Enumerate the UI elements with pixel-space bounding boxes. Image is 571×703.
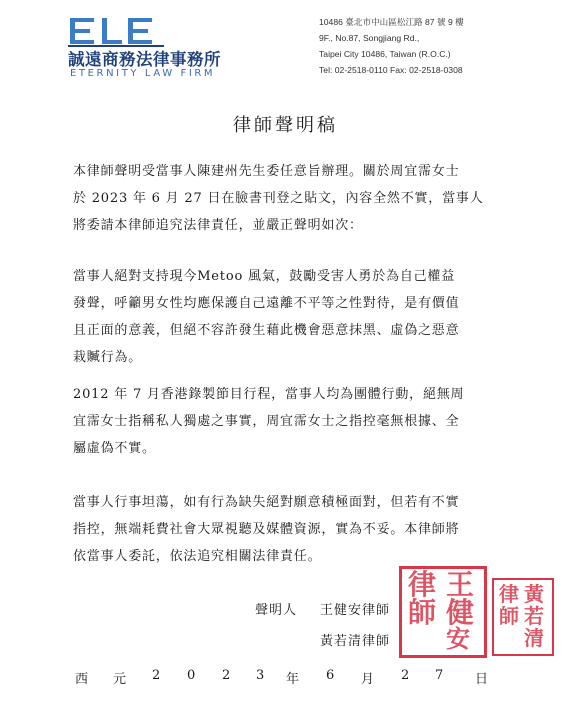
- seal-glyph: 黃: [524, 582, 544, 606]
- seal-glyph: 師: [408, 596, 437, 629]
- signatory-name: 王健安律師: [320, 603, 391, 618]
- paragraph-line: 宜霈女士指稱私人獨處之事實，周宜霈女士之指控毫無根據、全: [73, 414, 460, 429]
- seal-glyph: 王: [446, 568, 475, 601]
- paragraph-line: 於 2023 年 6 月 27 日在臉書刊登之貼文，內容全然不實，當事人: [73, 191, 484, 206]
- date-char: 2: [152, 668, 161, 683]
- date-char: 0: [187, 668, 196, 683]
- seal-glyph: 健: [446, 596, 475, 629]
- date-char: 2: [222, 668, 231, 683]
- logo-mark-icon: [68, 16, 168, 48]
- document-title: 律師聲明稿: [233, 115, 338, 136]
- seal-glyph: 若: [524, 604, 544, 628]
- seal-stamp-small: [492, 578, 554, 656]
- paragraph-line: 且正面的意義，但絕不容許發生藉此機會惡意抹黑、虛偽之惡意: [73, 323, 460, 338]
- paragraph-hongkong: [73, 381, 503, 462]
- paragraph-line: 依當事人委託，依法追究相關法律責任。: [73, 549, 322, 564]
- seal-glyph: 律: [408, 568, 437, 601]
- paragraph-line: 當事人絕對支持現今Metoo 風氣，鼓勵受害人勇於為自己權益: [73, 269, 456, 284]
- seal-glyph: 清: [524, 626, 544, 650]
- paragraph-metoo: [73, 263, 503, 371]
- date-char: 3: [256, 668, 265, 683]
- firm-name-cn: 誠遠商務法律事務所: [68, 50, 221, 69]
- date-char: 元: [113, 672, 127, 687]
- address-line: 10486 臺北市中山區松江路 87 號 9 樓: [319, 17, 464, 27]
- seal-glyph: 安: [446, 624, 470, 653]
- date-char: 月: [361, 672, 375, 687]
- paragraph-intro: [73, 158, 503, 239]
- paragraph-line: 將委請本律師追究法律責任，並嚴正聲明如次：: [73, 218, 363, 233]
- address-line: 9F., No.87, Songjiang Rd.,: [319, 33, 420, 43]
- address-line: Taipei City 10486, Taiwan (R.O.C.): [319, 49, 451, 59]
- date-char: 西: [75, 672, 89, 687]
- declarant-label: 聲明人: [255, 603, 298, 618]
- paragraph-line: 指控，無端耗費社會大眾視聽及媒體資源，實為不妥。本律師將: [73, 522, 460, 537]
- paragraph-line: 栽贓行為。: [73, 350, 143, 365]
- paragraph-line: 發聲，呼籲男女性均應保護自己遠離不平等之性對待，是有價值: [73, 296, 460, 311]
- paragraph-line: 屬虛偽不實。: [73, 441, 156, 456]
- date-char: 6: [326, 668, 335, 683]
- date-char: 日: [475, 672, 489, 687]
- date-char: 2: [401, 668, 410, 683]
- paragraph-line: 當事人行事坦蕩，如有行為缺失絕對願意積極面對，但若有不實: [73, 495, 460, 510]
- date-char: 年: [286, 672, 300, 687]
- firm-address: [319, 14, 464, 78]
- address-line: Tel: 02-2518-0110 Fax: 02-2518-0308: [319, 65, 463, 75]
- firm-name-en: ETERNITY LAW FIRM: [70, 68, 216, 79]
- seal-glyph: 律: [499, 582, 519, 606]
- paragraph-line: 2012 年 7 月香港錄製節目行程，當事人均為團體行動，絕無周: [73, 387, 465, 402]
- paragraph-line: 本律師聲明受當事人陳建州先生委任意旨辦理。關於周宜霈女士: [73, 164, 460, 179]
- firm-logo: [68, 16, 238, 86]
- paragraph-conclusion: [73, 489, 503, 570]
- seal-stamp-large: [399, 566, 487, 658]
- signatory-name: 黃若清律師: [320, 634, 391, 649]
- date-char: 7: [435, 668, 444, 683]
- seal-glyph: 師: [499, 604, 519, 628]
